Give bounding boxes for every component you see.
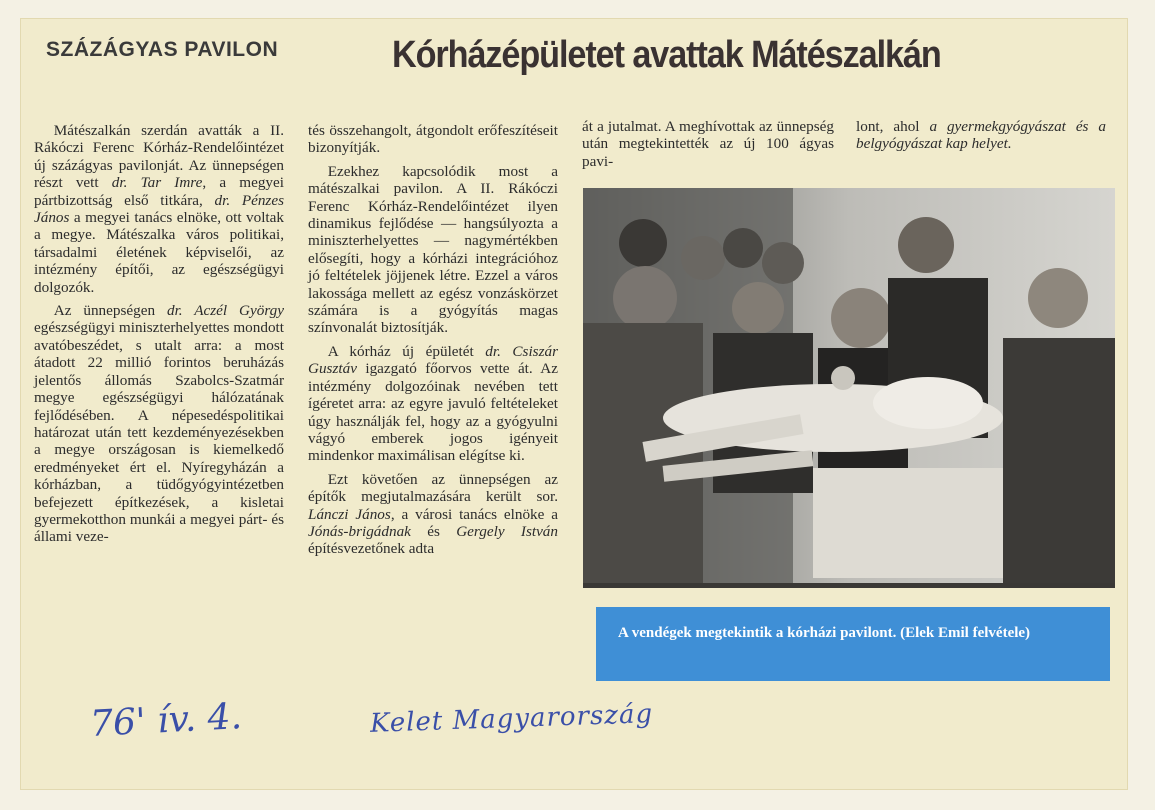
paragraph: át a jutalmat. A meghívottak az ünnepség után megtekintették az új 100 ágyas pavi-: [582, 118, 834, 170]
headline: Kórházépületet avattak Mátészalkán: [392, 34, 941, 76]
handwritten-note: [89, 696, 690, 770]
paragraph: tés összehangolt, átgondolt erőfeszítéseit bizonyítják.: [308, 122, 558, 157]
article-column-2: [308, 122, 558, 564]
newspaper-clipping: [20, 18, 1128, 790]
paragraph: Mátészalkán szerdán avatták a II. Rákóczi Ferenc Kórház-Rendelőintézet új százágyas pavilonját. Az ünnepségen részt vett dr. Tar Imre, a megyei pártbizottság első titkára, dr. Pénzes János a megyei tanács elnöke, ott voltak a megye. Mátészalka város politikai, társadalmi életének képviselői, az intézmény építői, az egészségügyi dolgozók.: [34, 122, 284, 296]
article-column-4: [856, 118, 1106, 159]
news-photo: [583, 188, 1115, 588]
article-column-3: [582, 118, 834, 176]
handwritten-date: 76' ív. 4.: [89, 696, 243, 745]
paragraph: Ezt követően az ünnepségen az építők megjutalmazására került sor. Lánczi János, a városi tanács elnöke a Jónás-brigádnak és Gergely István építésvezetőnek adta: [308, 470, 558, 558]
handwritten-source: Kelet Magyarország: [369, 699, 654, 739]
kicker: SZÁZÁGYAS PAVILON: [46, 38, 279, 61]
article-column-1: [34, 122, 284, 552]
paragraph: lont, ahol a gyermekgyógyászat és a belgyógyászat kap helyet.: [856, 118, 1106, 153]
paragraph: Ezekhez kapcsolódik most a mátészalkai pavilon. A II. Rákóczi Ferenc Kórház-Rendelőintézet ilyen dinamikus fejlődése — hangsúlyozta a miniszterhelyettes — nagymértékben elősegíti, hogy a kórházi integrációhoz jó feltételek jöjjenek létre. Ezzel a város lakossága mellett az egész vonzáskörzet számára is a gyógyítás magas színvonalát biztosítják.: [308, 162, 558, 337]
photo-caption: A vendégek megtekintik a kórházi pavilont. (Elek Emil felvétele): [596, 607, 1110, 681]
paragraph: A kórház új épületét dr. Csiszár Gusztáv igazgató főorvos vette át. Az intézmény dolgozóinak nevében tett ígéretet arra: az egyre javuló feltételeket úgy használják fel, hogy az a gyógyulni vágyó emberek jogos igényeit mindenkor maximálisan elégítse ki.: [308, 342, 558, 465]
paragraph: Az ünnepségen dr. Aczél György egészségügyi miniszterhelyettes mondott avatóbeszédet, s utalt arra: a most átadott 22 millió forintos beruházás jelentős állomás Szabolcs-Szatmár megye egészségügyi hálózatának fejlődésében. A népesedéspolitikai határozat után tett kezdeményezésekben a megye országosan is kiemelkedő eredményeket ért el. Nyíregyházán a kórházban, a tüdőgyógyintézetben befejezett építkezések, a kisletai gyermekotthon munkái a megyei párt- és állami veze-: [34, 302, 284, 546]
